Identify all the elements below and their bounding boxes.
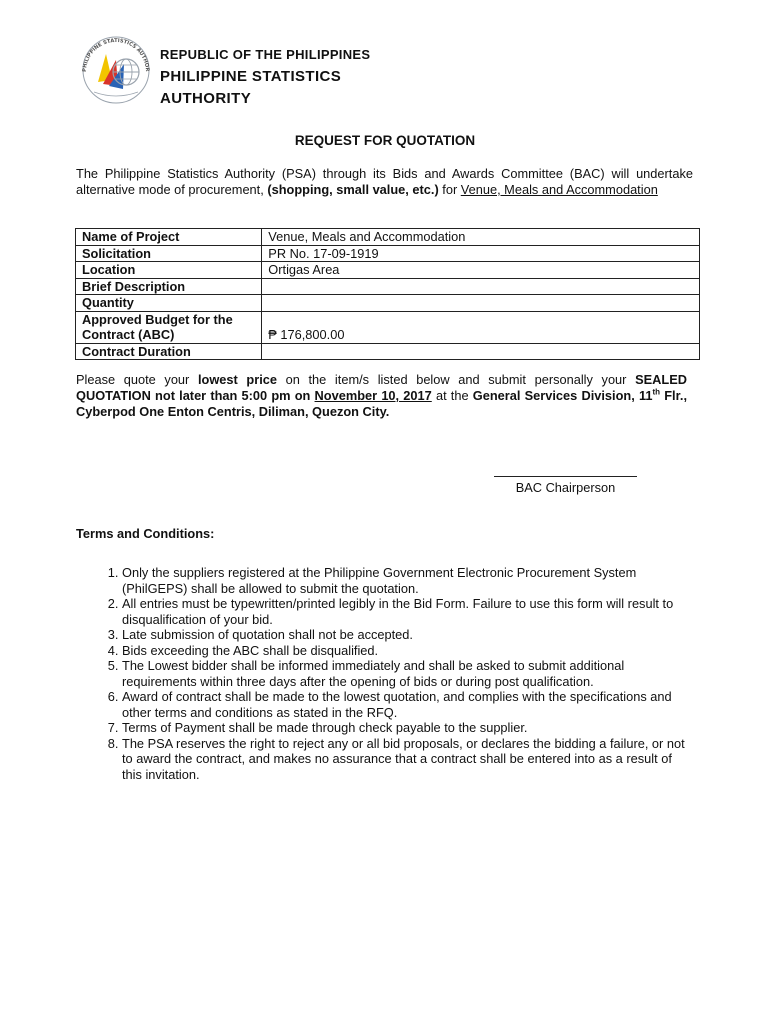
- signature-line: [494, 466, 637, 477]
- ordinal-suffix: th: [652, 387, 661, 397]
- list-item: 4. Bids exceeding the ABC shall be disqualified.: [122, 643, 687, 659]
- agency-header: [160, 44, 370, 110]
- row-value: [262, 343, 700, 360]
- row-value: [262, 278, 700, 295]
- table-row: [76, 311, 700, 343]
- row-value: PR No. 17-09-1919: [262, 245, 700, 262]
- row-value: [262, 295, 700, 312]
- intro-bold: (shopping, small value, etc.): [267, 182, 439, 197]
- abc-amount: ₱ 176,800.00: [268, 326, 345, 342]
- table-row: [76, 295, 700, 312]
- row-label: Name of Project: [76, 229, 262, 246]
- instr-bold: lowest price: [197, 372, 277, 387]
- signatory-title: BAC Chairperson: [515, 480, 616, 495]
- table-row: [76, 262, 700, 279]
- project-details-table: [75, 228, 700, 360]
- instr-text: at the: [431, 388, 473, 403]
- psa-seal-logo: [76, 34, 156, 104]
- list-item: 2. All entries must be typewritten/printed legibly in the Bid Form. Failure to use this form will result to disqualification of your bid.: [122, 596, 687, 627]
- intro-text-2: for: [438, 182, 461, 197]
- table-row: [76, 278, 700, 295]
- list-item: 1. Only the suppliers registered at the Philippine Government Electronic Procurement System (PhilGEPS) shall be allowed to submit the quotation.: [122, 565, 687, 596]
- instr-bold: General Services Division, 11: [472, 388, 653, 403]
- row-label: Contract Duration: [76, 343, 262, 360]
- document-title: REQUEST FOR QUOTATION: [294, 133, 476, 148]
- table-row: [76, 229, 700, 246]
- row-value: [262, 311, 700, 343]
- row-label: Quantity: [76, 295, 262, 312]
- intro-paragraph: [76, 166, 693, 198]
- instr-bold: SEALED QUOTATION not later than 5:00 pm on: [76, 372, 687, 403]
- instr-text: on the item/s listed below and submit personally your: [277, 372, 636, 387]
- row-label: Approved Budget for the Contract (ABC): [76, 311, 262, 343]
- row-label: Location: [76, 262, 262, 279]
- instr-text: Please quote your: [76, 372, 198, 387]
- intro-text: The Philippine Statistics Authority (PSA) through its Bids and Awards Committee (BAC) will undertake alternative mode of procurement,: [76, 166, 693, 197]
- agency-name-line2: AUTHORITY: [160, 90, 252, 107]
- row-value: Ortigas Area: [262, 262, 700, 279]
- list-item: 8. The PSA reserves the right to reject any or all bid proposals, or declares the bidding a failure, or not to award the contract, and makes no assurance that a contract shall be entered into as a result of this invitation.: [122, 736, 687, 783]
- row-value: Venue, Meals and Accommodation: [262, 229, 700, 246]
- row-label: Brief Description: [76, 278, 262, 295]
- instr-bold: Flr., Cyberpod One Enton Centris, Diliman, Quezon City.: [76, 388, 688, 419]
- row-label: Solicitation: [76, 245, 262, 262]
- table-row: [76, 343, 700, 360]
- agency-name-line1: PHILIPPINE STATISTICS: [160, 68, 342, 85]
- table-row: [76, 245, 700, 262]
- intro-project-name: Venue, Meals and Accommodation: [460, 182, 658, 197]
- list-item: 7. Terms of Payment shall be made through check payable to the supplier.: [122, 720, 687, 736]
- terms-heading: Terms and Conditions:: [76, 526, 215, 541]
- list-item: 5. The Lowest bidder shall be informed immediately and shall be asked to submit additional requirements within three days after the opening of bids or during post qualification.: [122, 658, 687, 689]
- list-item: 3. Late submission of quotation shall not be accepted.: [122, 627, 687, 643]
- list-item: 6. Award of contract shall be made to the lowest quotation, and complies with the specifications and other terms and conditions as stated in the RFQ.: [122, 689, 687, 720]
- terms-list: [76, 565, 687, 782]
- instruction-paragraph: [76, 372, 687, 420]
- svg-text:PHILIPPINE STATISTICS AUTHORIT: PHILIPPINE STATISTICS AUTHOR: [81, 37, 151, 73]
- republic-line: REPUBLIC OF THE PHILIPPINES: [160, 47, 371, 62]
- deadline-date: November 10, 2017: [314, 388, 432, 403]
